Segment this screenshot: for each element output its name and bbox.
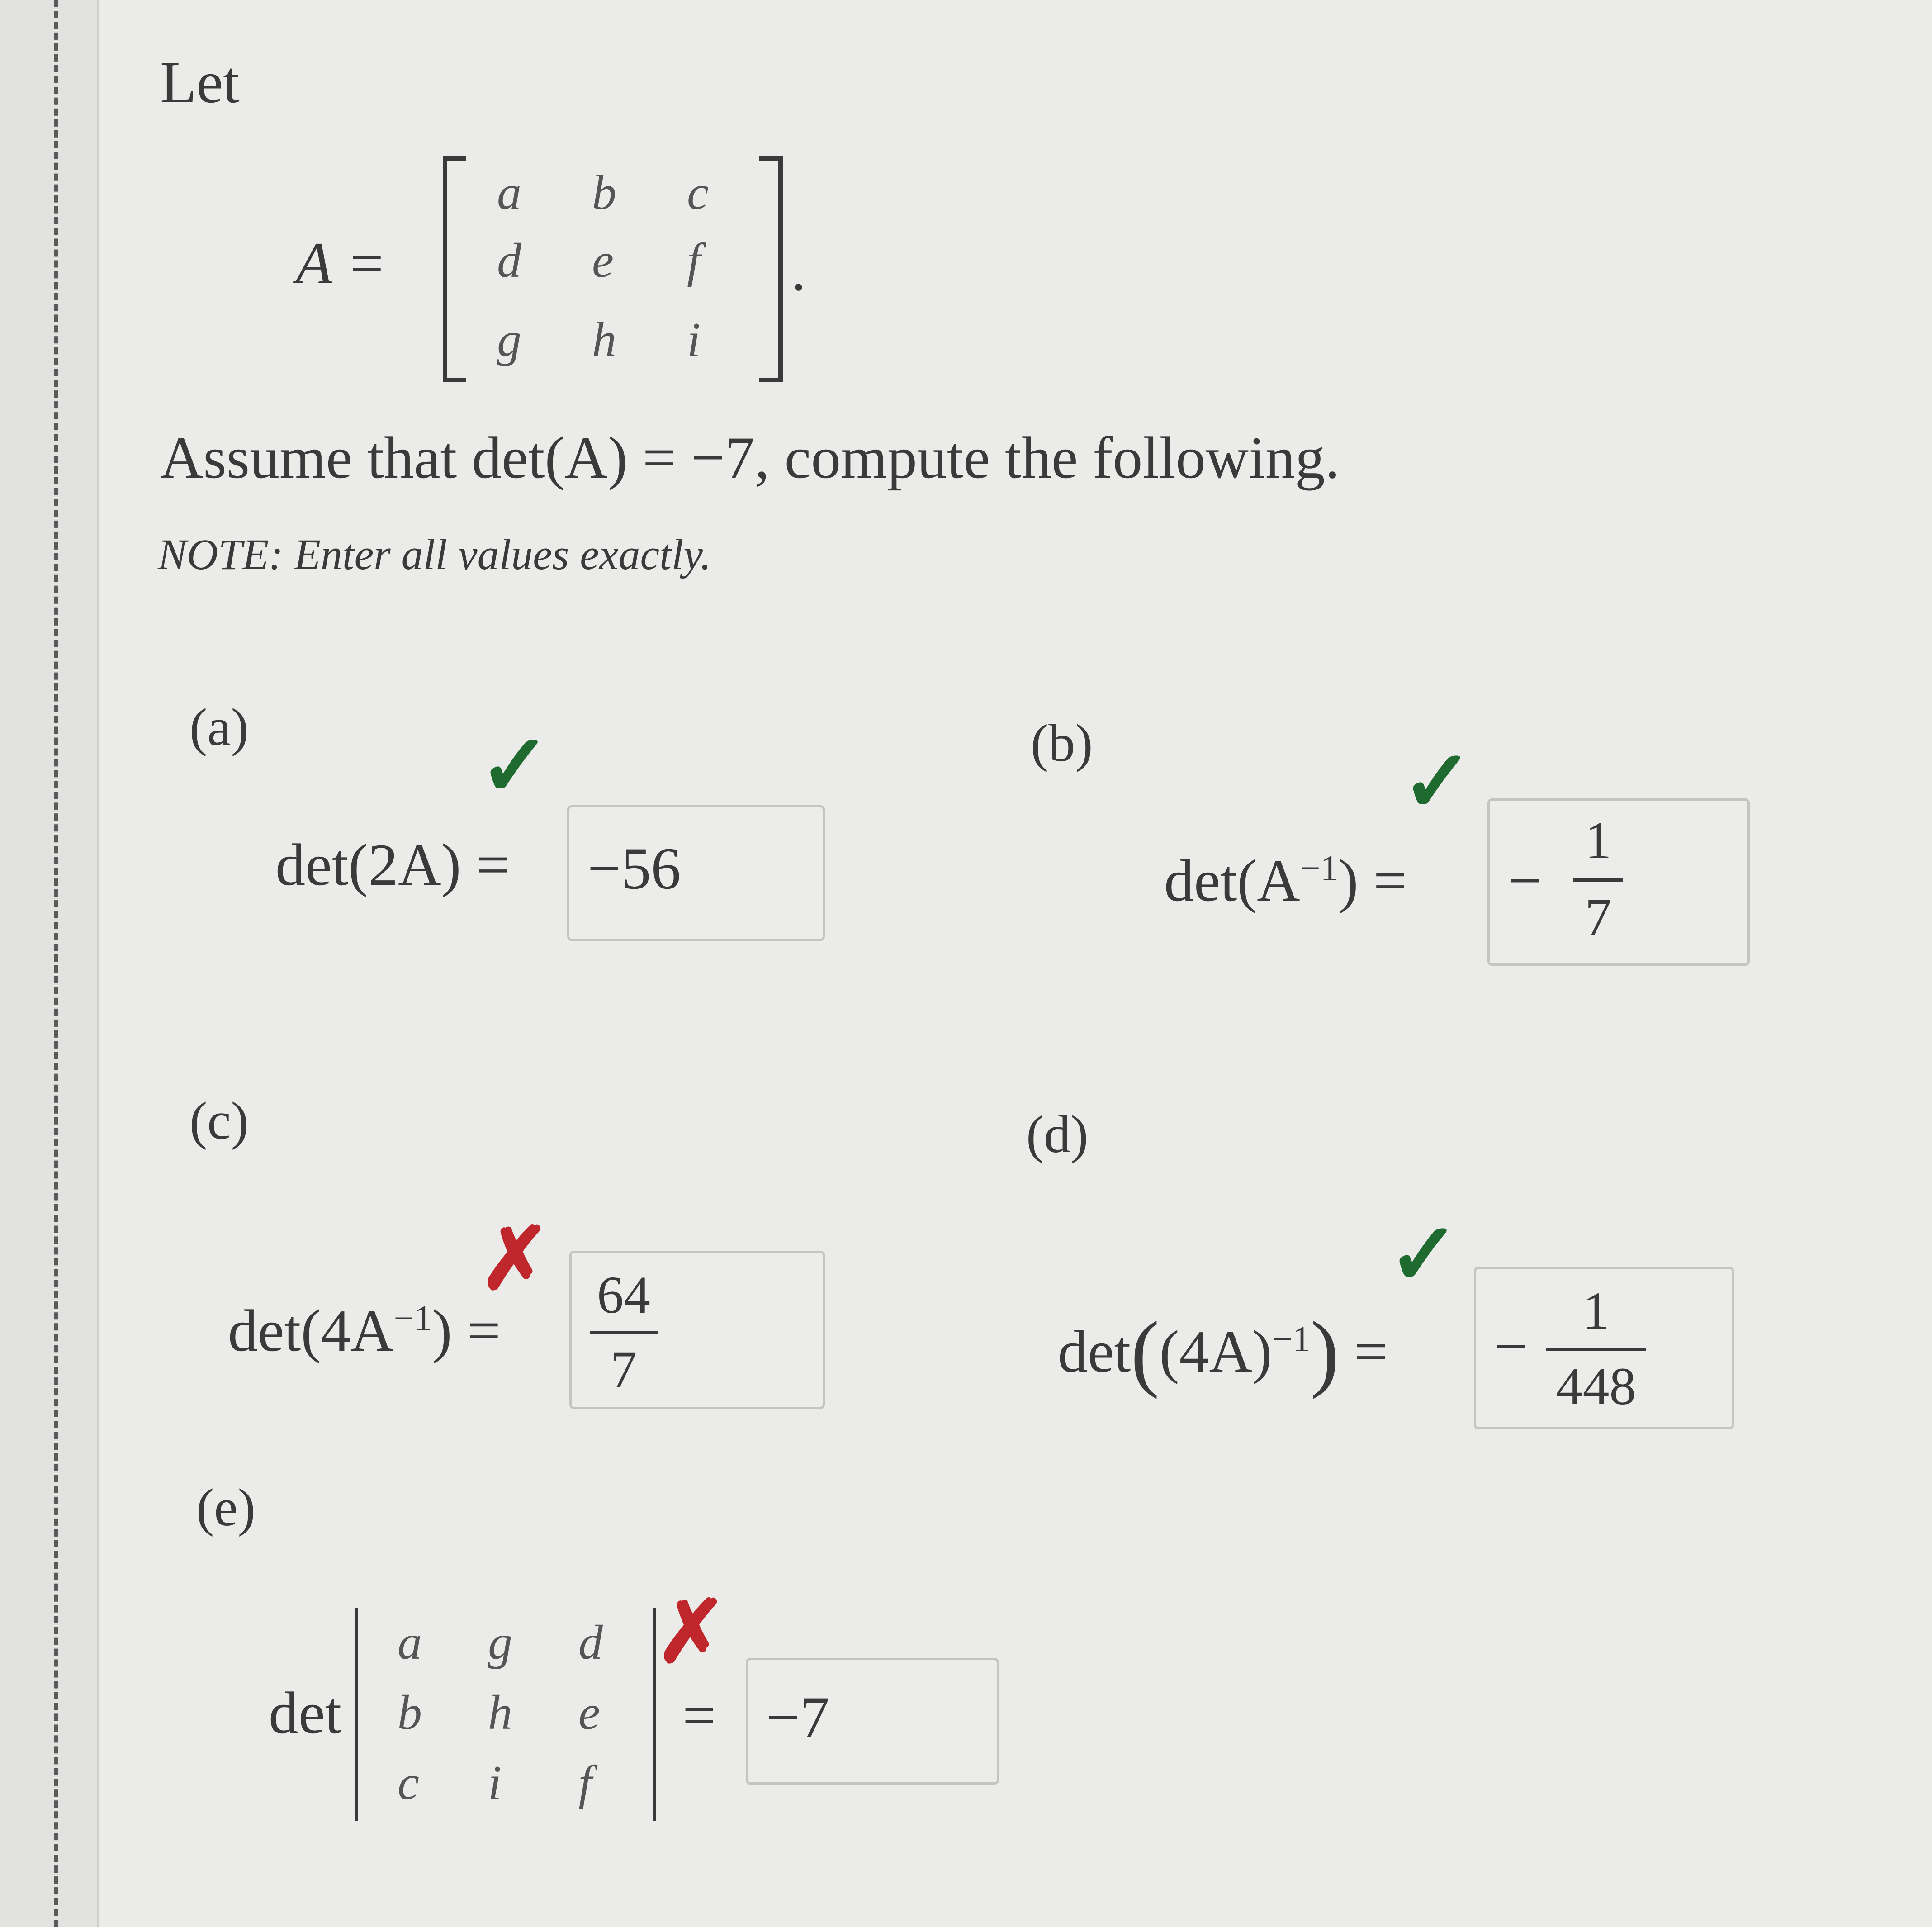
fraction-numerator: 64	[597, 1265, 650, 1324]
answer-input[interactable]	[567, 805, 825, 941]
matrix-entry: c	[398, 1756, 419, 1810]
part-label: (b)	[1031, 713, 1093, 773]
det-label: det	[269, 1680, 342, 1746]
expression: $\det(4A^{-1})$ =	[228, 1297, 501, 1364]
matrix-entry: i	[687, 313, 701, 367]
fraction-denominator: 448	[1556, 1357, 1636, 1416]
matrix-entry: g	[497, 313, 521, 367]
answer-input[interactable]	[1474, 1267, 1734, 1429]
question-panel	[97, 0, 1932, 1927]
let-label: Let	[160, 49, 240, 115]
fraction-denominator: 7	[610, 1340, 637, 1399]
part-label: (e)	[196, 1478, 256, 1537]
part-label: (d)	[1026, 1105, 1089, 1164]
answer-value: −56	[587, 835, 681, 902]
matrix-entry: i	[488, 1756, 502, 1810]
matrix-entry: a	[398, 1616, 422, 1670]
matrix-lhs: A =	[296, 230, 387, 296]
big-paren-close: )	[1310, 1305, 1340, 1400]
matrix-entry: e	[592, 234, 614, 288]
assumption-text: Assume that det(A) = −7, compute the following.	[160, 424, 1340, 491]
fraction-sign: −	[1494, 1313, 1528, 1380]
matrix-entry: a	[497, 166, 521, 220]
checkmark-icon: ✓	[479, 719, 551, 814]
matrix-entry: g	[488, 1616, 512, 1670]
checkmark-icon: ✓	[1388, 1208, 1460, 1303]
expression: $\det((4A)^{-1})$ =	[1058, 1305, 1388, 1400]
fraction-numerator: 1	[1582, 1281, 1610, 1340]
fraction-bar	[1573, 878, 1623, 882]
fraction-sign: −	[1508, 847, 1542, 914]
fraction-bar	[590, 1331, 658, 1334]
expression: det(2A) =	[275, 831, 510, 898]
equals-sign: =	[682, 1682, 716, 1748]
answer-value: −7	[766, 1684, 830, 1751]
matrix-period: .	[791, 237, 806, 303]
answer-input[interactable]	[746, 1658, 999, 1785]
big-paren-open: (	[1131, 1305, 1160, 1400]
matrix-entry: d	[578, 1616, 603, 1670]
matrix-entry: d	[497, 234, 521, 288]
matrix-entry: c	[687, 166, 709, 220]
left-dashed-border	[54, 0, 58, 1927]
answer-input[interactable]	[569, 1251, 825, 1409]
fraction-bar	[1546, 1348, 1646, 1351]
matrix-entry: f	[578, 1756, 592, 1810]
matrix-entry: f	[687, 234, 701, 288]
expression: $\det(A^{-1})$ =	[1164, 847, 1407, 914]
note-text: NOTE: Enter all values exactly.	[158, 530, 711, 579]
determinant-left-bar	[355, 1608, 358, 1821]
matrix-entry: b	[398, 1686, 422, 1740]
fraction-numerator: 1	[1585, 811, 1612, 870]
part-label: (c)	[189, 1091, 249, 1150]
cross-icon: ✗	[479, 1212, 551, 1307]
checkmark-icon: ✓	[1402, 735, 1474, 830]
matrix-right-bracket	[759, 156, 783, 382]
matrix-entry: e	[578, 1686, 600, 1740]
answer-input[interactable]	[1487, 798, 1750, 966]
matrix-entry: h	[592, 313, 616, 367]
part-label: (a)	[189, 698, 249, 757]
cross-icon: ✗	[655, 1585, 728, 1680]
matrix-entry: h	[488, 1686, 512, 1740]
matrix-left-bracket	[443, 156, 466, 382]
matrix-entry: b	[592, 166, 616, 220]
fraction-denominator: 7	[1585, 888, 1612, 947]
